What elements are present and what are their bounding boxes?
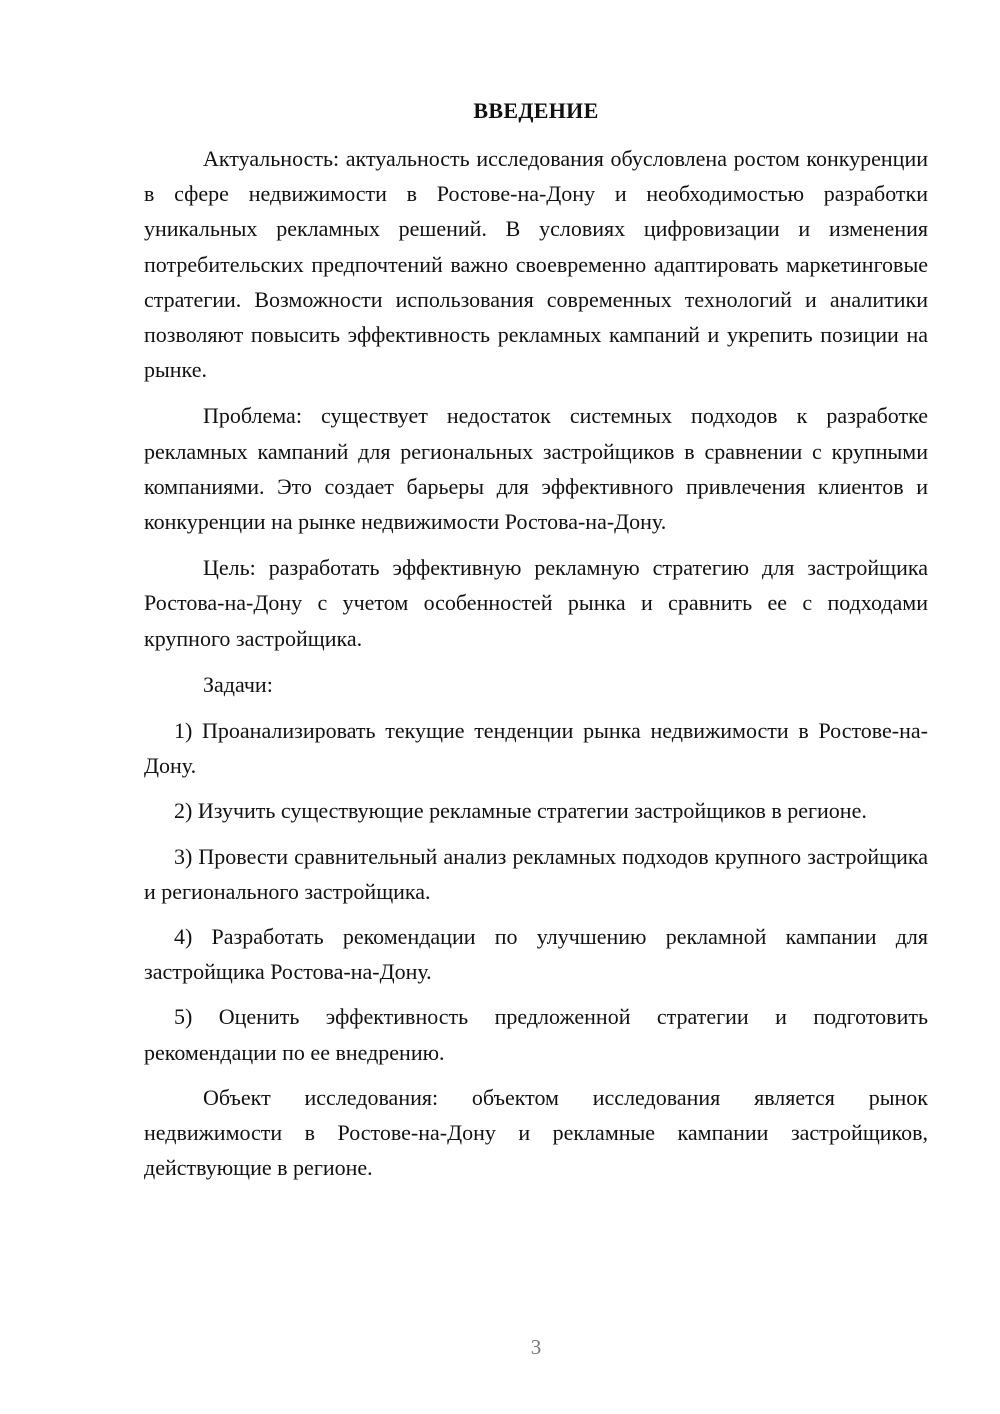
paragraph-problem: Проблема: существует недостаток системных подходов к разработке рекламных кампаний для региональных застройщиков в сравнении с крупными компаниями. Это создает барьеры для эффективного привлечения клиентов и конкуренции на рынке недвижимости Ростова-на-Дону.	[144, 403, 928, 535]
page-number: 3	[530, 1335, 542, 1359]
task-item: 5) Оценить эффективность предложенной стратегии и подготовить рекомендации по ее внедрению.	[144, 1004, 928, 1065]
tasks-heading: Задачи:	[203, 671, 273, 697]
document-page	[144, 0, 928, 1414]
paragraph-relevance: Актуальность: актуальность исследования обусловлена ростом конкуренции в сфере недвижимости в Ростове-на-Дону и необходимостью разработки уникальных рекламных решений. В условиях цифровизации и изменения потребительских предпочтений важно своевременно адаптировать маркетинговые стратегии. Возможности использования современных технологий и аналитики позволяют повысить эффективность рекламных кампаний и укрепить позиции на рынке.	[144, 146, 928, 383]
document-body	[144, 141, 928, 1196]
task-item: 4) Разработать рекомендации по улучшению рекламной кампании для застройщика Ростова-на-Дону.	[144, 924, 928, 985]
task-item: 1) Проанализировать текущие тенденции рынка недвижимости в Ростове-на-Дону.	[144, 718, 928, 779]
section-heading: ВВЕДЕНИЕ	[473, 98, 599, 123]
task-item: 3) Провести сравнительный анализ рекламных подходов крупного застройщика и регионального застройщика.	[144, 843, 928, 904]
paragraph-object: Объект исследования: объектом исследования является рынок недвижимости в Ростове-на-Дону и рекламные кампании застройщиков, действующие в регионе.	[144, 1084, 928, 1181]
paragraph-goal: Цель: разработать эффективную рекламную стратегию для застройщика Ростова-на-Дону с учетом особенностей рынка и сравнить ее с подходами крупного застройщика.	[144, 555, 928, 651]
task-item: 2) Изучить существующие рекламные стратегии застройщиков в регионе.	[174, 798, 867, 824]
